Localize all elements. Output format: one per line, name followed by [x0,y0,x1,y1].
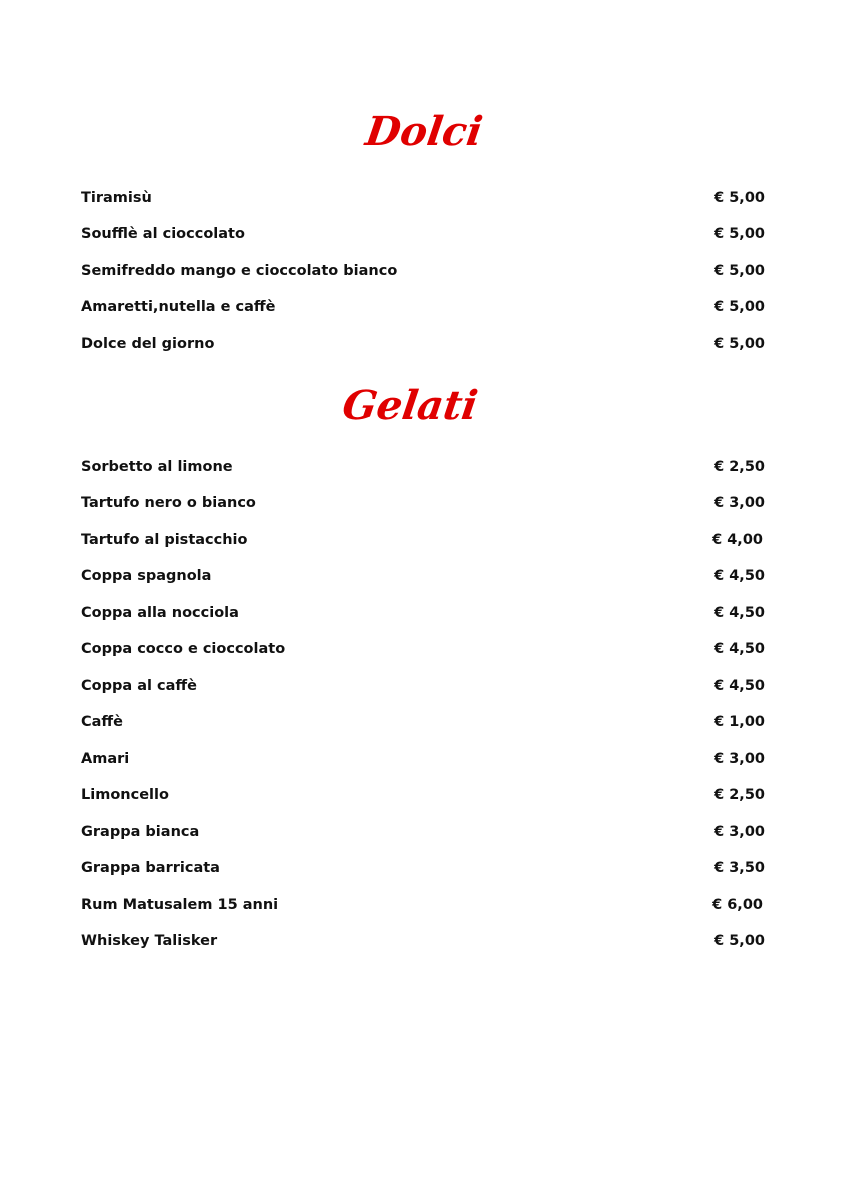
item-price: € 5,00 [714,190,765,206]
item-price: € 2,50 [714,787,765,803]
item-name: Semifreddo mango e cioccolato bianco [81,263,398,279]
item-name: Grappa barricata [81,860,220,876]
menu-item [81,297,765,317]
item-name: Dolce del giorno [81,336,215,352]
menu-item [81,493,765,513]
menu-item [81,895,765,915]
menu-item [81,639,765,659]
menu-item [81,188,765,208]
item-price: € 6,00 [712,897,763,913]
menu-item [81,603,765,623]
item-price: € 3,00 [714,495,765,511]
menu-item [81,334,765,354]
item-price: € 5,00 [714,226,765,242]
item-price: € 5,00 [714,299,765,315]
item-price: € 4,50 [714,678,765,694]
menu-item [81,931,765,951]
menu-item [81,785,765,805]
menu-item [81,676,765,696]
menu-item [81,530,765,550]
item-name: Coppa al caffè [81,678,197,694]
item-name: Coppa spagnola [81,568,212,584]
item-price: € 3,00 [714,751,765,767]
item-name: Amaretti,nutella e caffè [81,299,276,315]
menu-item [81,261,765,281]
item-name: Whiskey Talisker [81,933,218,949]
item-name: Tartufo nero o bianco [81,495,256,511]
item-name: Limoncello [81,787,169,803]
menu-item [81,457,765,477]
item-name: Rum Matusalem 15 anni [81,897,279,913]
section-title-dolci: Dolci [362,108,486,155]
item-name: Sorbetto al limone [81,459,233,475]
item-price: € 5,00 [714,336,765,352]
menu-item [81,224,765,244]
menu-item [81,822,765,842]
item-price: € 5,00 [714,933,765,949]
section-title-gelati: Gelati [339,382,481,429]
menu-item [81,566,765,586]
menu-item [81,712,765,732]
item-price: € 3,50 [714,860,765,876]
item-price: € 3,00 [714,824,765,840]
item-price: € 4,00 [712,532,763,548]
item-name: Coppa cocco e cioccolato [81,641,286,657]
item-name: Soufflè al cioccolato [81,226,245,242]
item-price: € 4,50 [714,605,765,621]
item-price: € 4,50 [714,568,765,584]
menu-item [81,749,765,769]
item-name: Caffè [81,714,124,730]
item-name: Grappa bianca [81,824,200,840]
item-name: Tartufo al pistacchio [81,532,248,548]
item-name: Tiramisù [81,190,152,206]
menu-item [81,858,765,878]
item-price: € 4,50 [714,641,765,657]
item-price: € 2,50 [714,459,765,475]
item-name: Amari [81,751,130,767]
item-price: € 1,00 [714,714,765,730]
item-name: Coppa alla nocciola [81,605,239,621]
item-price: € 5,00 [714,263,765,279]
